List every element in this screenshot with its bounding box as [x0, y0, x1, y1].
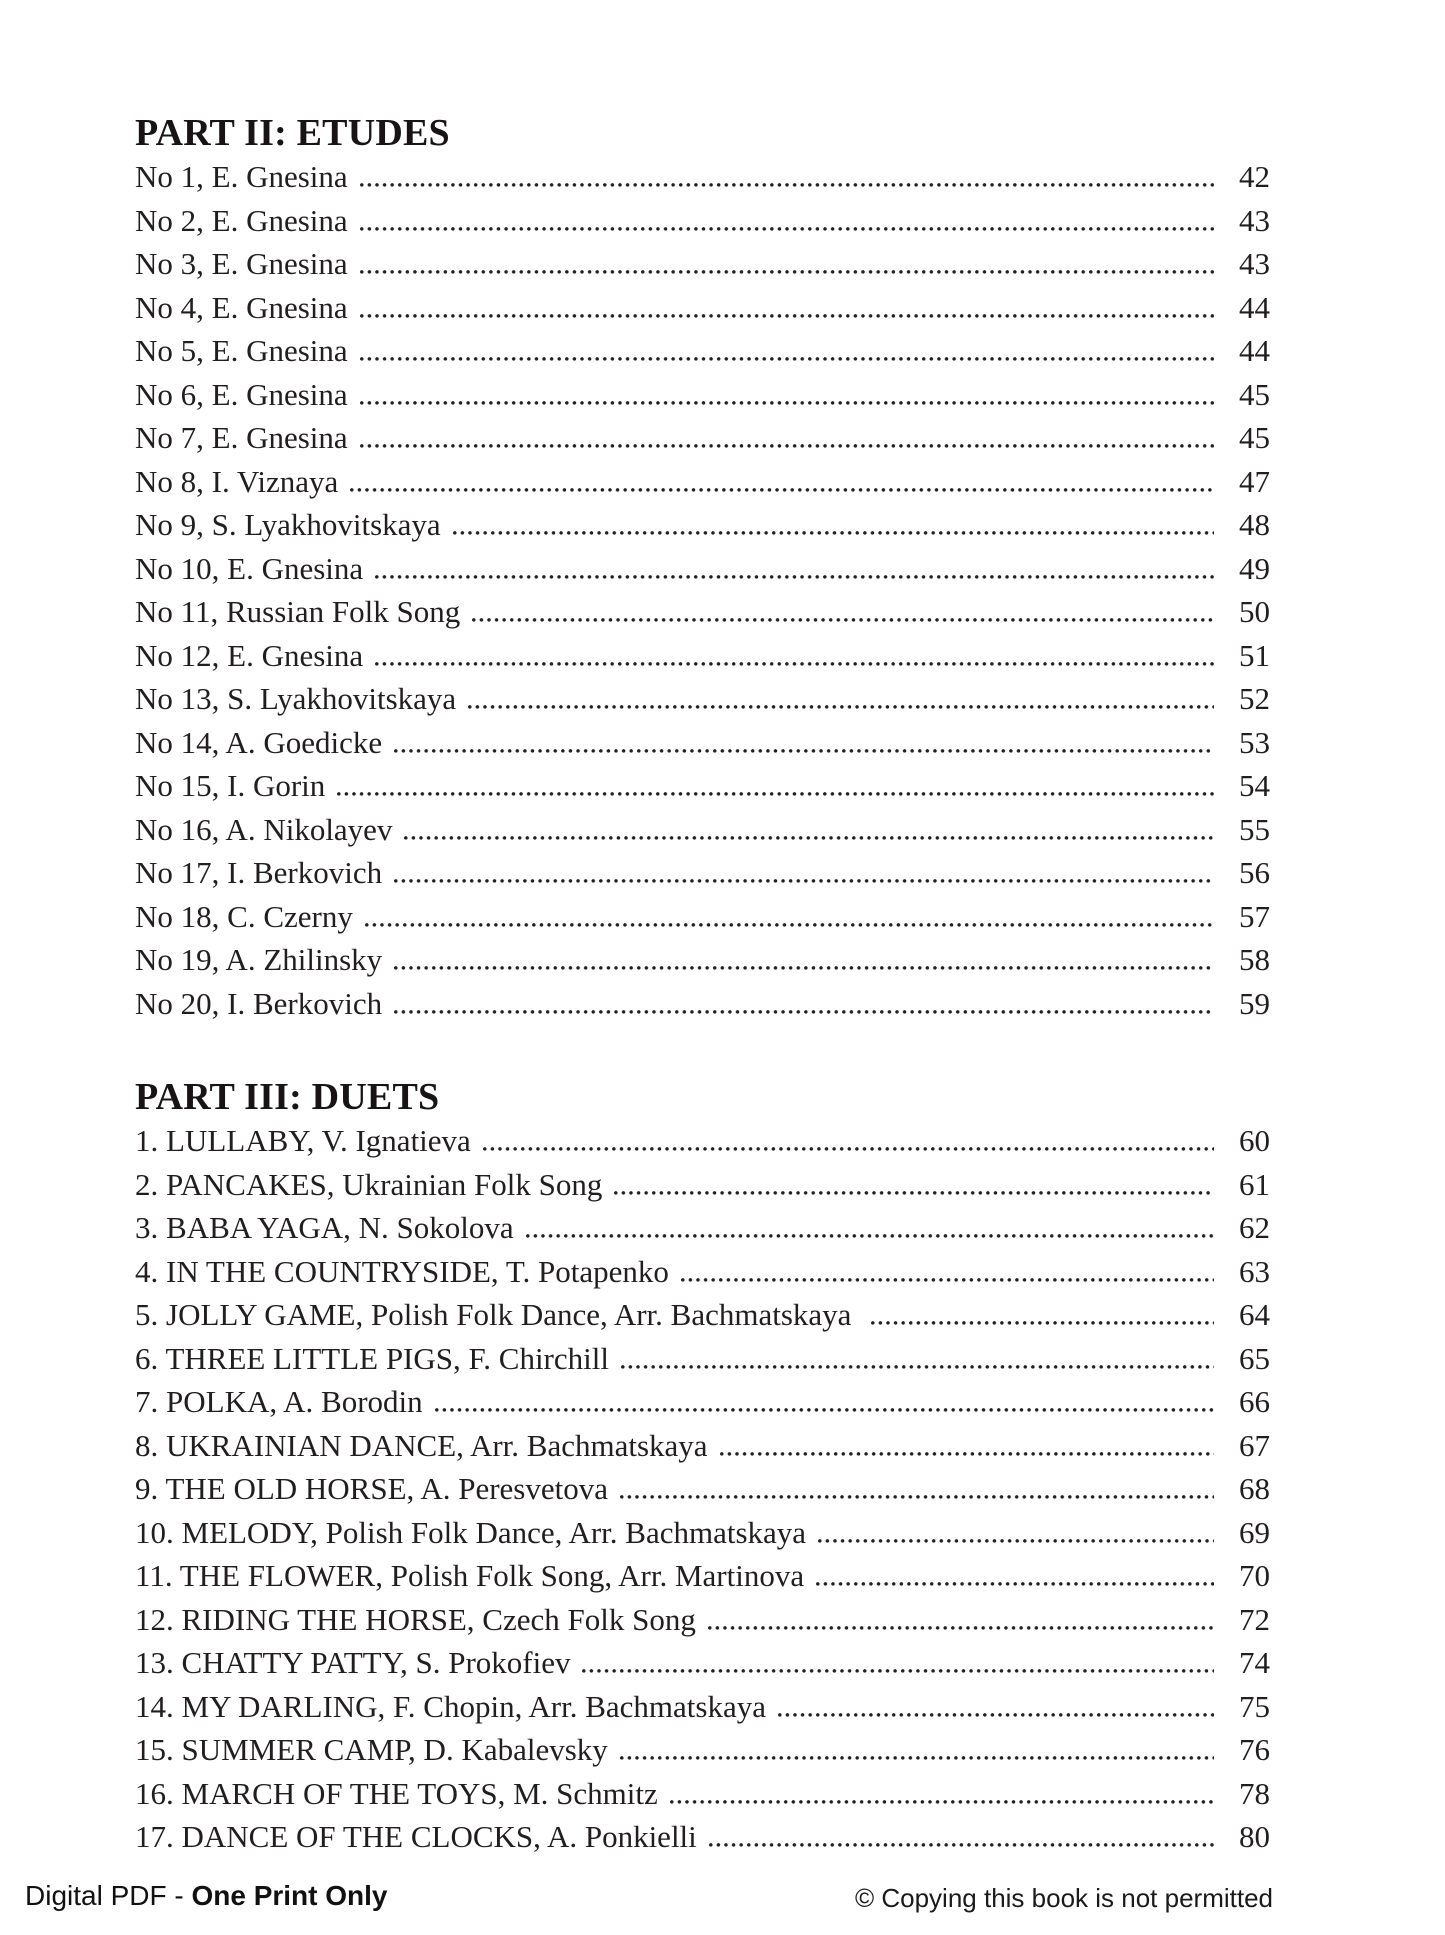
page-number: 49: [1239, 550, 1270, 586]
entry-title: 5. JOLLY GAME, Polish Folk Dance, Arr. Bachmatskaya: [135, 1297, 860, 1332]
toc-entry: [135, 721, 1270, 765]
dot-leader: [620, 1495, 1214, 1499]
entry-title: No 13, S. Lyakhovitskaya: [135, 681, 457, 716]
dot-leader: [394, 879, 1214, 883]
toc-entry: [135, 1424, 1270, 1468]
dot-leader: [375, 575, 1214, 579]
toc-entry: [135, 199, 1270, 243]
dot-leader: [620, 1756, 1214, 1760]
footer-watermark-regular: Digital PDF -: [25, 1880, 192, 1911]
entry-title: No 7, E. Gnesina: [135, 420, 348, 455]
entry-title: 4. IN THE COUNTRYSIDE, T. Potapenko: [135, 1253, 669, 1289]
page-number: 58: [1239, 942, 1270, 977]
toc-entry: [135, 1206, 1270, 1250]
entry-title: No 6, E. Gnesina: [135, 376, 348, 412]
toc-entry: [135, 982, 1270, 1026]
toc-entry: [135, 895, 1270, 939]
entry-title: No 16, A. Nikolayev: [135, 811, 393, 847]
entry-title: No 17, I. Berkovich: [135, 855, 383, 890]
toc-entry: [135, 851, 1270, 895]
toc-entry: [135, 764, 1270, 808]
page-number: 75: [1239, 1688, 1270, 1724]
dot-leader: [360, 444, 1214, 448]
page-number: 48: [1239, 507, 1270, 542]
dot-leader: [394, 1010, 1214, 1014]
entry-title: No 20, I. Berkovich: [135, 985, 383, 1021]
toc-entry: [135, 1728, 1270, 1772]
footer-watermark-bold: One Print Only: [191, 1880, 388, 1911]
toc-entry: [135, 1337, 1270, 1381]
page-number: 63: [1239, 1253, 1270, 1289]
page-number: 59: [1239, 985, 1270, 1021]
toc-entry: [135, 1598, 1270, 1642]
dot-leader: [483, 1147, 1214, 1151]
toc-entry: [135, 1641, 1270, 1685]
entry-title: No 4, E. Gnesina: [135, 289, 348, 325]
dot-leader: [360, 314, 1214, 318]
footer-watermark: [25, 1878, 388, 1914]
entry-title: No 8, I. Viznaya: [135, 463, 339, 499]
dot-leader: [394, 966, 1214, 970]
toc-entry: [135, 547, 1270, 591]
footer-copyright: © Copying this book is not permitted: [854, 1883, 1273, 1913]
entry-title: 13. CHATTY PATTY, S. Prokofiev: [135, 1645, 571, 1680]
entry-title: No 5, E. Gnesina: [135, 333, 348, 368]
toc-entry: [135, 1511, 1270, 1555]
entry-title: 14. MY DARLING, F. Chopin, Arr. Bachmatskaya: [135, 1688, 766, 1724]
dot-leader: [708, 1626, 1214, 1630]
section-heading-part3: PART III: DUETS: [135, 1076, 440, 1118]
toc-entry: [135, 416, 1270, 460]
entry-title: No 1, E. Gnesina: [135, 159, 348, 194]
entry-title: 15. SUMMER CAMP, D. Kabalevsky: [135, 1732, 608, 1767]
table-of-contents: [135, 111, 1270, 1859]
toc-entry: [135, 1554, 1270, 1598]
dot-leader: [816, 1582, 1214, 1586]
toc-entry: [135, 938, 1270, 982]
page-number: 61: [1239, 1166, 1270, 1202]
entry-title: 1. LULLABY, V. Ignatieva: [135, 1123, 471, 1158]
toc-entry: [135, 242, 1270, 286]
toc-entry: [135, 1163, 1270, 1207]
page-number: 60: [1239, 1123, 1270, 1158]
page-number: 67: [1239, 1427, 1270, 1463]
toc-entry: [135, 286, 1270, 330]
page-number: 69: [1239, 1514, 1270, 1550]
entry-title: No 10, E. Gnesina: [135, 550, 364, 586]
toc-entry: [135, 634, 1270, 678]
page-number: 51: [1239, 637, 1270, 673]
page-number: 55: [1239, 811, 1270, 847]
part3-entry-list: [135, 1119, 1270, 1859]
toc-entry: [135, 808, 1270, 852]
entry-title: No 15, I. Gorin: [135, 768, 326, 803]
part2-entry-list: [135, 155, 1270, 1025]
entry-title: No 3, E. Gnesina: [135, 246, 348, 281]
page-number: 45: [1239, 376, 1270, 412]
page-number: 70: [1239, 1558, 1270, 1593]
page-number: 68: [1239, 1471, 1270, 1506]
entry-title: 6. THREE LITTLE PIGS, F. Chirchill: [135, 1340, 609, 1376]
toc-entry: [135, 1685, 1270, 1729]
entry-title: 8. UKRAINIAN DANCE, Arr. Bachmatskaya: [135, 1427, 708, 1463]
page-number: 74: [1239, 1645, 1270, 1680]
page-number: 50: [1239, 594, 1270, 629]
dot-leader: [468, 705, 1214, 709]
dot-leader: [453, 531, 1214, 535]
entry-title: No 9, S. Lyakhovitskaya: [135, 507, 441, 542]
entry-title: 11. THE FLOWER, Polish Folk Song, Arr. Martinova: [135, 1558, 805, 1593]
toc-entry: [135, 1250, 1270, 1294]
dot-leader: [360, 270, 1214, 274]
entry-title: 3. BABA YAGA, N. Sokolova: [135, 1210, 514, 1245]
dot-leader: [709, 1843, 1214, 1847]
page-number: 44: [1239, 333, 1270, 368]
dot-leader: [614, 1191, 1214, 1195]
page-number: 43: [1239, 246, 1270, 281]
toc-entry: [135, 1772, 1270, 1816]
dot-leader: [681, 1278, 1214, 1282]
dot-leader: [360, 401, 1214, 405]
entry-title: No 14, A. Goedicke: [135, 724, 383, 760]
page-number: 45: [1239, 420, 1270, 455]
dot-leader: [375, 662, 1214, 666]
toc-entry: [135, 373, 1270, 417]
page-number: 62: [1239, 1210, 1270, 1245]
toc-entry: [135, 460, 1270, 504]
entry-title: No 18, C. Czerny: [135, 898, 353, 934]
page-number: 57: [1239, 898, 1270, 934]
page-number: 43: [1239, 202, 1270, 238]
toc-entry: [135, 1119, 1270, 1163]
section-heading-part2: PART II: ETUDES: [135, 112, 450, 154]
toc-entry: [135, 590, 1270, 634]
dot-leader: [350, 488, 1214, 492]
page-number: 78: [1239, 1775, 1270, 1811]
dot-leader: [670, 1800, 1214, 1804]
page-number: 64: [1239, 1297, 1270, 1332]
toc-entry: [135, 1467, 1270, 1511]
toc-entry: [135, 1293, 1270, 1337]
toc-entry: [135, 677, 1270, 721]
toc-entry: [135, 155, 1270, 199]
page-number: 72: [1239, 1601, 1270, 1637]
entry-title: 12. RIDING THE HORSE, Czech Folk Song: [135, 1601, 696, 1637]
entry-title: No 19, A. Zhilinsky: [135, 942, 383, 977]
dot-leader: [720, 1452, 1214, 1456]
page-number: 56: [1239, 855, 1270, 890]
entry-title: No 11, Russian Folk Song: [135, 594, 461, 629]
dot-leader: [365, 923, 1214, 927]
entry-title: 10. MELODY, Polish Folk Dance, Arr. Bachmatskaya: [135, 1514, 807, 1550]
entry-title: No 12, E. Gnesina: [135, 637, 364, 673]
toc-entry: [135, 329, 1270, 373]
entry-title: No 2, E. Gnesina: [135, 202, 348, 238]
page-number: 52: [1239, 681, 1270, 716]
entry-title: 16. MARCH OF THE TOYS, M. Schmitz: [135, 1775, 658, 1811]
dot-leader: [394, 749, 1214, 753]
toc-entry: [135, 1380, 1270, 1424]
toc-entry: [135, 1815, 1270, 1859]
dot-leader: [337, 792, 1214, 796]
page-number: 42: [1239, 159, 1270, 194]
page-number: 65: [1239, 1340, 1270, 1376]
entry-title: 17. DANCE OF THE CLOCKS, A. Ponkielli: [135, 1819, 697, 1854]
dot-leader: [582, 1669, 1214, 1673]
dot-leader: [526, 1234, 1214, 1238]
dot-leader: [404, 836, 1214, 840]
dot-leader: [360, 183, 1214, 187]
entry-title: 2. PANCAKES, Ukrainian Folk Song: [135, 1166, 603, 1202]
section-gap: [135, 1025, 1270, 1075]
dot-leader: [871, 1321, 1214, 1325]
dot-leader: [435, 1408, 1214, 1412]
toc-entry: [135, 503, 1270, 547]
page-number: 44: [1239, 289, 1270, 325]
entry-title: 7. POLKA, A. Borodin: [135, 1384, 423, 1419]
page-number: 54: [1239, 768, 1270, 803]
page-number: 47: [1239, 463, 1270, 499]
page-number: 80: [1239, 1819, 1270, 1854]
dot-leader: [360, 227, 1214, 231]
page-number: 53: [1239, 724, 1270, 760]
dot-leader: [818, 1539, 1214, 1543]
dot-leader: [621, 1365, 1214, 1369]
entry-title: 9. THE OLD HORSE, A. Peresvetova: [135, 1471, 608, 1506]
dot-leader: [360, 357, 1214, 361]
page-number: 76: [1239, 1732, 1270, 1767]
dot-leader: [778, 1713, 1214, 1717]
dot-leader: [472, 618, 1214, 622]
page-number: 66: [1239, 1384, 1270, 1419]
